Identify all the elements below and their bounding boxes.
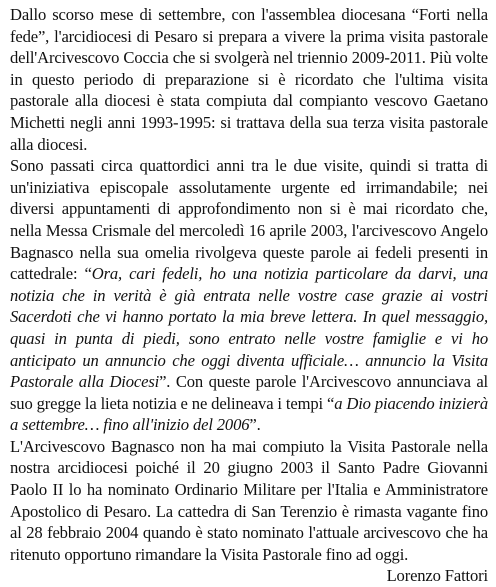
paragraph-3-text: L'Arcivescovo Bagnasco non ha mai compiuto la Visita Pastorale nella nostra arcidiocesi poiché il 20 giugno 2003 il Santo Padre Giovanni Paolo II lo ha nominato Ordinario Militare per l'Italia e Amministratore Apostolico di Pesaro. La cattedra di San Terenzio è rimasta vagante fino al 28 febbraio 2004 quando è stato nominato l'attuale arcivescovo che ha ritenuto opportuno rimandare la Visita Pastorale fino ad oggi. xyxy=(10,436,488,564)
timeline-quote: a Dio piacendo inizierà a settembre… fino all'inizio del 2006 xyxy=(10,393,488,435)
paragraph-2-text-c: ”. xyxy=(249,415,261,435)
paragraph-2-text-b: ”. Con queste parole l'Arcivescovo annunciava al suo gregge la lieta notizia e ne delineava i tempi “ xyxy=(10,372,488,413)
paragraph-2 xyxy=(10,155,488,436)
paragraph-1 xyxy=(10,4,488,155)
paragraph-2-text-a: Sono passati circa quattordici anni tra le due visite, quindi si tratta di un'iniziativa episcopale assolutamente urgente ed irrimandabile; nei diversi appuntamenti di approfondimento non si è mai ricordato che, nella Messa Crismale del mercoledì 16 aprile 2003, l'arcivescovo Angelo Bagnasco nella sua omelia rivolgeva queste parole ai fedeli presenti in cattedrale: “ xyxy=(10,156,488,284)
paragraph-3 xyxy=(10,436,488,566)
paragraph-1-text: Dallo scorso mese di settembre, con l'assemblea diocesana “Forti nella fede”, l'arcidiocesi di Pesaro si prepara a vivere la prima visita pastorale dell'Arcivescovo Coccia che si svolgerà nel triennio 2009-2011. Più volte in questo periodo di preparazione si è ricordato che l'ultima visita pastorale alla diocesi è stata compiuta dal compianto vescovo Gaetano Michetti negli anni 1993-1995: si trattava della sua terza visita pastorale alla diocesi. xyxy=(10,5,488,154)
bishop-quote: Ora, cari fedeli, ho una notizia particolare da darvi, una notizia che in verità è già entrata nelle vostre case grazie ai vostri Sacerdoti che vi hanno portato la mia breve lettera. In quel messaggio, quasi in punta di piedi, sono entrato nelle vostre famiglie e vi ho anticipato un annuncio che oggi diventa ufficiale… annuncio la Visita Pastorale alla Diocesi xyxy=(10,264,488,392)
author-signature: Lorenzo Fattori xyxy=(386,566,488,586)
